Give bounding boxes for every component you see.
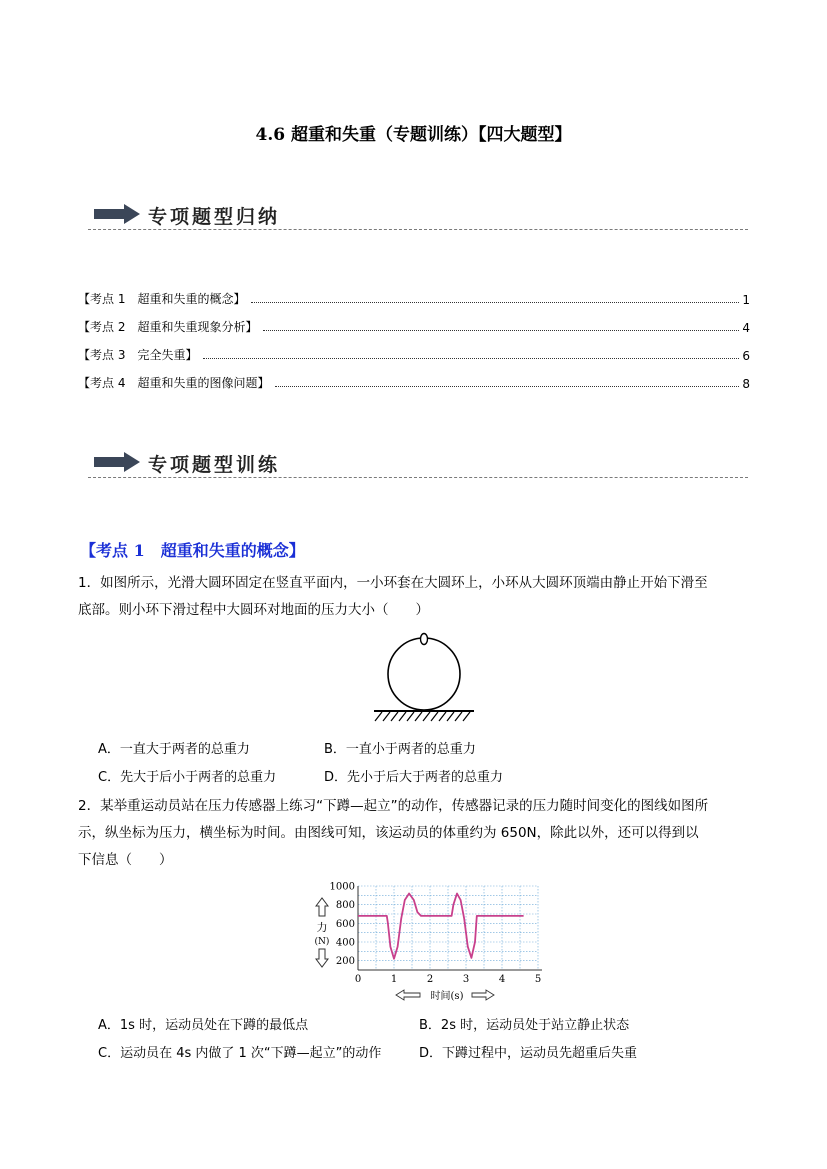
x-tick-label: 5	[534, 974, 542, 985]
banner-label: 专项题型归纳	[148, 206, 281, 228]
y-axis-unit: (N)	[314, 937, 330, 947]
section-banner-training	[88, 446, 748, 486]
toc-leader	[251, 302, 739, 303]
section-banner-summary	[88, 198, 748, 238]
toc-page-number: 4	[742, 321, 750, 335]
option-b[interactable]: B．2s 时，运动员处于站立静止状态	[419, 1018, 630, 1033]
option-c[interactable]: C．运动员在 4s 内做了 1 次“下蹲—起立”的动作	[98, 1046, 382, 1061]
toc-entry-text: 【考点 1 超重和失重的概念】	[78, 292, 246, 306]
question-text-line: 底部。则小环下滑过程中大圆环对地面的压力大小（ ）	[78, 602, 429, 618]
toc-leader	[263, 330, 739, 331]
question-number: 1．	[78, 575, 101, 591]
small-ring	[421, 634, 428, 645]
question-text-line: 如图所示，光滑大圆环固定在竖直平面内，一小环套在大圆环上，小环从大圆环顶端由静止开始下滑至	[100, 575, 708, 591]
toc-entry-text: 【考点 3 完全失重】	[78, 348, 198, 362]
option-a[interactable]: A．一直大于两者的总重力	[98, 742, 250, 757]
x-tick-label: 2	[426, 974, 434, 985]
toc-entry[interactable]	[78, 289, 750, 307]
dashed-divider	[88, 229, 748, 230]
large-ring	[388, 638, 460, 710]
x-tick-label: 3	[462, 974, 470, 985]
question-text-line: 某举重运动员站在压力传感器上练习“下蹲—起立”的动作，传感器记录的压力随时间变化的图线如图所	[100, 798, 709, 814]
toc-leader	[203, 358, 739, 359]
x-axis-label: 时间(s)	[430, 991, 464, 1002]
y-axis-label: 力	[316, 921, 328, 934]
arrow-right-icon	[94, 204, 140, 224]
option-d[interactable]: D．下蹲过程中，运动员先超重后失重	[419, 1046, 638, 1061]
y-tick-label: 1000	[329, 881, 355, 893]
series-line	[358, 894, 524, 959]
question-number: 2．	[78, 798, 101, 814]
toc-page-number: 6	[742, 349, 750, 363]
toc-entry-text: 【考点 2 超重和失重现象分析】	[78, 320, 258, 334]
page-title: 4.6 超重和失重（专题训练）【四大题型】	[255, 125, 572, 145]
option-b[interactable]: B．一直小于两者的总重力	[324, 742, 476, 757]
option-a[interactable]: A．1s 时，运动员处在下蹲的最低点	[98, 1018, 309, 1033]
option-c[interactable]: C．先大于后小于两者的总重力	[98, 770, 277, 785]
toc-page-number: 1	[742, 293, 750, 307]
question-text-line: 示，纵坐标为压力，横坐标为时间。由图线可知，该运动员的体重约为 650N，除此以外，还可以得到以	[78, 825, 699, 841]
arrow-right-icon	[94, 452, 140, 472]
left-arrow-icon	[396, 990, 420, 1000]
section-heading: 【考点 1 超重和失重的概念】	[80, 541, 305, 560]
toc-entry[interactable]	[78, 345, 750, 363]
toc-entry-text: 【考点 4 超重和失重的图像问题】	[78, 376, 270, 390]
x-tick-label: 0	[354, 974, 362, 985]
toc-entry[interactable]	[78, 317, 750, 335]
ground-hatching	[375, 712, 470, 721]
ring-figure	[368, 628, 480, 726]
toc-page-number: 8	[742, 377, 750, 391]
y-tick-label: 800	[335, 900, 355, 912]
x-tick-label: 4	[498, 974, 506, 985]
question-2	[78, 793, 758, 874]
question-1	[78, 570, 758, 624]
up-arrow-icon	[316, 898, 328, 916]
toc-leader	[275, 386, 739, 387]
y-tick-label: 600	[335, 918, 355, 930]
dashed-divider	[88, 477, 748, 478]
question-text-line: 下信息（ ）	[78, 852, 173, 868]
y-tick-label: 200	[335, 956, 355, 968]
x-tick-label: 1	[390, 974, 398, 985]
banner-label: 专项题型训练	[148, 454, 281, 476]
option-d[interactable]: D．先小于后大于两者的总重力	[324, 770, 504, 785]
y-tick-label: 400	[335, 937, 355, 949]
down-arrow-icon	[316, 949, 328, 967]
toc-entry[interactable]	[78, 373, 750, 391]
right-arrow-icon	[472, 990, 494, 1000]
force-time-chart	[300, 876, 550, 1006]
